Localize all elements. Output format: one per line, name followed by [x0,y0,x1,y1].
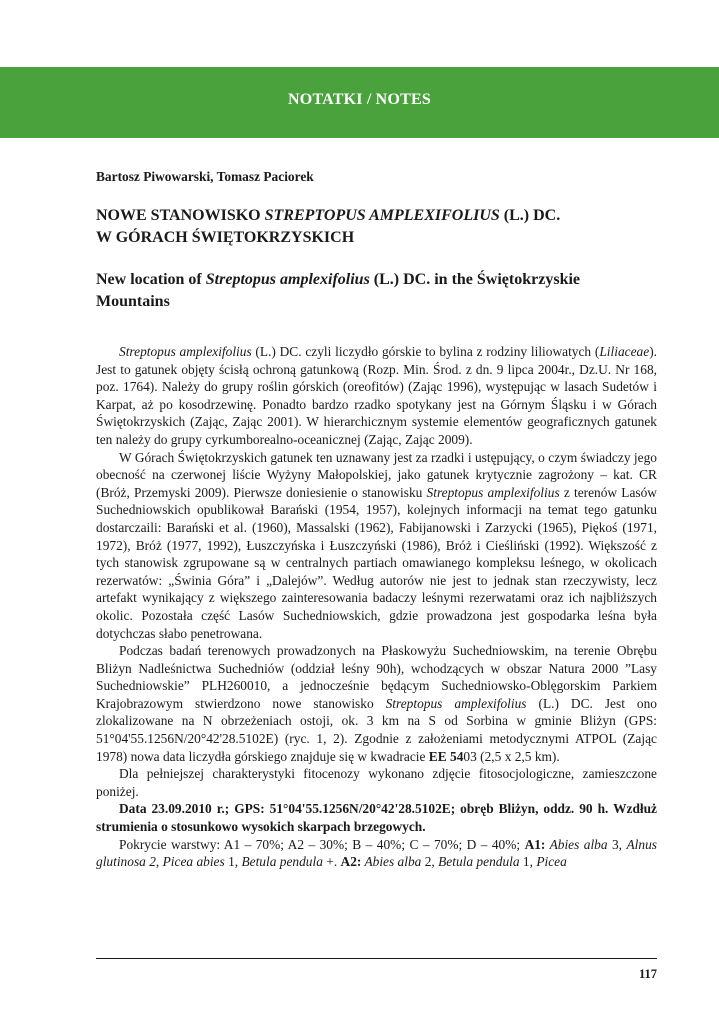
paragraph-text: W Górach Świętokrzyskich gatunek ten uznawany jest za rzadki i ustępujący, o czym świadczy jego obecność na czerwonej liście Wyżyny Małopolskiej, jako gatunek krytycznie zagrożony – kat. CR (Bróż, Przemyski 2009). Pierwsze doniesienie o stanowisku [96,449,657,500]
releve-header [96,800,657,835]
paragraph-text: Dla pełniejszej charakterystyki fitocenozy wykonano zdjęcie fitosocjologiczne, zamieszczone poniżej. [96,766,657,799]
family-name: Liliaceae [599,344,650,359]
footer-divider [96,958,657,959]
section-banner [0,67,719,138]
cover-value: 1, [224,854,242,870]
species-name: Picea [536,854,567,870]
species-name: Betula pendula [438,854,520,870]
paragraph-text: Podczas badań terenowych prowadzonych na Płaskowyżu Suchedniowskim, na terenie Obrębu Bliżyn Nadleśnictwa Suchedniów (oddział leśny 90h), wchodzących w obszar Natura 2000 ”Lasy Suchedniowskie” PLH260010, a jednocześnie będącym Suchedniowsko-Oblęgorskim Parkiem Krajobrazowym stwierdzono nowe stanowisko [96,643,657,711]
species-name: Abies alba [361,854,422,870]
paragraph-text: 03 (2,5 x 2,5 km). [463,748,560,764]
cover-value: 3, [607,836,627,852]
species-name: Picea abies [162,854,225,870]
title-en-suffix: (L.) DC. in the Świętokrzyskie Mountains [96,271,581,310]
page-number: 117 [638,967,657,981]
article-body [96,343,657,871]
species-name: Streptopus amplexifolius [119,344,252,359]
paragraph-text: ). Jest to gatunek objęty ścisłą ochroną gatunkową (Rozp. Min. Środ. z dn. 9 lipca 2004r., Dz.U. Nr 168, poz. 1764). Należy do grupy roślin górskich (oreofitów) (Zając 1996), występując w lasach Sudetów i Karpat, aż po kosodrzewinę. Ponadto bardzo rzadko spotykany jest na Górnym Śląsku i w Górach Świętokrzyskich (Zając, Zając 2001). W hierarchicznym systemie elementów geograficznych gatunek ten należy do grupy cyrkumborealno-oceanicznej (Zając, Zając 2009). [96,344,657,447]
layer-label: A1: [524,836,546,852]
title-pl-prefix: NOWE STANOWISKO [96,207,265,224]
cover-value: 1, [519,854,537,870]
paragraph-text: Pokrycie warstwy: A1 – 70%; A2 – 30%; B – 40%; C – 70%; D – 40%; [119,836,525,852]
paragraph-text: (L.) DC. Jest ono zlokalizowane na N obrzeżeniach ostoji, ok. 3 km na S od Sorbina w gminie Bliżyn (GPS: 51°04'55.1256N/20°42'28.5102E) (ryc. 1, 2). Zgodnie z założeniami metodycznymi ATPOL (Zając 1978) nowa data liczydła górskiego znajduje się w kwadracie [96,695,657,764]
paragraph-3 [96,642,657,765]
paragraph-1 [96,343,657,449]
article-title-polish [96,205,656,249]
species-name: Streptopus amplexifolius [426,484,560,500]
article-authors: Bartosz Piwowarski, Tomasz Paciorek [96,169,314,184]
title-en-prefix: New location of [96,271,206,288]
article-title-english [96,269,656,313]
cover-value: +. [322,854,341,870]
species-name: Alnus glutinosa 2 [96,836,657,870]
paragraph-6 [96,836,657,871]
paragraph-text: z terenów Lasów Suchedniowskich opublikował Barański (1954, 1957), kolejnych informacji na temat tego gatunku dostarczaili: Barański et al. (1960), Massalski (1962), Fabijanowski i Zarzycki (1965), Piękoś (1971, 1972), Bróż (1977, 1992), Łuszczyńska i Łuszczyński (1986), Bróż i Cieśliński (1992). Większość z tych stanowisk zgrupowane są w centralnych partiach omawianego kompleksu leśnego, w okolicach rezerwatów: „Świnia Góra” i „Dalejów”. Według autorów nie jest to jednak stan rzeczywisty, lecz artefakt wynikający z większego zainteresowania badaczy leśnymi rezerwatami oraz ich najbliższych okolic. Pozostała część Lasów Suchedniowskich, gdzie prowadzona jest gospodarka leśna była dotychczas słabo penetrowana. [96,484,657,641]
title-en-species: Streptopus amplexifolius [205,271,370,288]
section-label: NOTATKI / NOTES [288,91,431,108]
species-name: Betula pendula [241,854,323,870]
paragraph-4 [96,765,657,800]
releve-header-text: Data 23.09.2010 r.; GPS: 51°04'55.1256N/20°42'28.5102E; obręb Bliżyn, oddz. 90 h. Wzdłuż strumienia o stosunkowo wysokich skarpach brzegowych. [96,801,657,835]
species-name: Streptopus amplexifolius [385,695,527,711]
title-pl-line2: W GÓRACH ŚWIĘTOKRZYSKICH [96,229,355,246]
paragraph-2 [96,449,657,643]
layer-label: A2: [340,854,362,870]
atpol-square: EE 54 [428,748,464,764]
title-pl-suffix: (L.) DC. [499,207,561,224]
paragraph-text: (L.) DC. czyli liczydło górskie to bylina z rodziny liliowatych ( [251,344,600,359]
cover-value: , [155,854,163,870]
species-name: Abies alba [545,836,608,852]
cover-value: 2, [421,854,439,870]
title-pl-species: STREPTOPUS AMPLEXIFOLIUS [264,207,500,224]
